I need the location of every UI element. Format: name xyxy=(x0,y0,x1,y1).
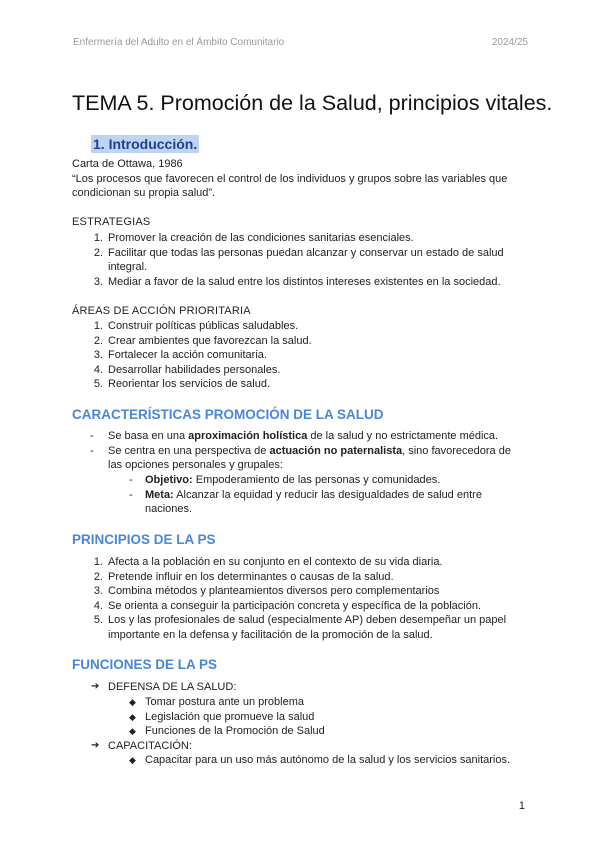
list-marker: 4. xyxy=(93,363,103,376)
list-item-text: Se centra en una perspectiva de xyxy=(108,444,270,457)
list-item-text: DEFENSA DE LA SALUD: xyxy=(108,681,237,693)
strategies-label: ESTRATEGIAS xyxy=(72,216,151,228)
list-item-text: , sino favorecedora de xyxy=(402,444,511,457)
list-marker: - xyxy=(90,444,94,457)
list-item xyxy=(90,444,528,473)
list-item xyxy=(129,753,535,768)
list-item-text: Tomar postura ante un problema xyxy=(145,696,304,708)
list-marker: 4. xyxy=(93,599,103,612)
bold-term: Meta: xyxy=(145,488,174,501)
list-marker: 3. xyxy=(93,585,103,597)
intro-quote-line1: “Los procesos que favorecen el control de los individuos y grupos sobre las variables que xyxy=(72,173,508,185)
list-item xyxy=(93,334,528,349)
list-item xyxy=(93,319,528,334)
list-marker: 5. xyxy=(93,378,103,390)
list-item-text: las opciones personales y grupales: xyxy=(108,459,283,471)
functions-training xyxy=(91,739,528,754)
characteristics-sublist xyxy=(129,473,525,517)
list-item xyxy=(91,739,528,754)
areas-list xyxy=(93,319,528,392)
intro-heading: 1. Introducción. xyxy=(93,136,198,152)
diamond-bullet-icon: ◆ xyxy=(129,755,136,765)
bold-term: Objetivo: xyxy=(145,474,193,486)
list-item-text: Construir políticas públicas saludables. xyxy=(108,320,299,332)
functions-defense xyxy=(91,680,528,695)
principles-list xyxy=(93,555,528,642)
list-item-text: Capacitar para un uso más autónomo de la salud y los servicios sanitarios. xyxy=(145,754,511,766)
list-marker: - xyxy=(90,430,94,442)
list-item xyxy=(93,348,528,363)
arrow-right-icon: ➔ xyxy=(91,681,100,692)
list-item-text: Se basa en una xyxy=(108,430,189,442)
list-marker: 2. xyxy=(93,334,103,347)
list-item-text: Legislación que promueve la salud xyxy=(145,710,315,723)
list-item xyxy=(93,599,528,614)
list-item-text: Facilitar que todas las personas puedan alcanzar y conservar un estado de salud xyxy=(108,246,504,259)
strategies-list xyxy=(93,231,528,289)
list-item-text: de la salud y no estrictamente médica. xyxy=(307,430,499,442)
list-item xyxy=(93,275,528,290)
list-item-text: Promover la creación de las condiciones sanitarias esenciales. xyxy=(108,232,414,244)
list-item xyxy=(90,429,528,444)
list-item xyxy=(91,680,528,695)
diamond-bullet-icon: ◆ xyxy=(129,697,136,707)
characteristics-heading: CARACTERÍSTICAS PROMOCIÓN DE LA SALUD xyxy=(72,407,384,422)
list-item-text: Afecta a la población en su conjunto en el contexto de su vida diaria. xyxy=(108,556,443,568)
list-item-text: CAPACITACIÓN: xyxy=(108,740,192,752)
list-item-text: Pretende influir en los determinantes o causas de la salud. xyxy=(108,570,394,583)
list-item-text: importante en la defensa y facilitación de la promoción de la salud. xyxy=(108,628,433,641)
list-marker: 2. xyxy=(93,246,103,259)
list-item-text: Crear ambientes que favorezcan la salud. xyxy=(108,334,312,347)
bold-term: actuación no paternalista xyxy=(269,444,403,457)
functions-training-sublist xyxy=(129,753,535,768)
principles-heading: PRINCIPIOS DE LA PS xyxy=(72,532,216,547)
list-item xyxy=(129,488,525,517)
functions-heading: FUNCIONES DE LA PS xyxy=(72,657,218,672)
intro-source: Carta de Ottawa, 1986 xyxy=(72,158,183,170)
list-marker: 1. xyxy=(93,556,103,568)
list-item xyxy=(93,555,528,570)
list-item xyxy=(93,246,528,275)
list-item xyxy=(129,695,525,710)
list-item xyxy=(93,363,528,378)
arrow-right-icon: ➔ xyxy=(91,740,100,751)
list-marker: 1. xyxy=(93,320,103,332)
list-item-text: Fortalecer la acción comunitaria. xyxy=(108,349,267,361)
page-title: TEMA 5. Promoción de la Salud, principios vitales. xyxy=(72,91,553,115)
list-marker: 3. xyxy=(93,275,103,288)
areas-label: ÁREAS DE ACCIÓN PRIORITARIA xyxy=(72,305,251,317)
characteristics-list xyxy=(90,429,528,473)
list-item-text: integral. xyxy=(108,261,148,273)
page-number: 1 xyxy=(518,800,525,812)
list-marker: 5. xyxy=(93,614,103,626)
list-marker: - xyxy=(129,474,133,486)
list-item xyxy=(93,570,528,585)
list-item xyxy=(129,473,525,488)
intro-quote-line2: condicionan su propia salud”. xyxy=(72,187,216,199)
list-item-text: Empoderamiento de las personas y comunidades. xyxy=(192,474,441,486)
list-item-text: Desarrollar habilidades personales. xyxy=(108,363,281,376)
list-marker: 1. xyxy=(93,232,103,244)
diamond-bullet-icon: ◆ xyxy=(129,711,136,722)
list-item-text: naciones. xyxy=(145,503,193,515)
bold-term: aproximación holística xyxy=(188,430,308,442)
list-marker: 2. xyxy=(93,570,103,583)
list-item xyxy=(93,584,528,599)
list-marker: 3. xyxy=(93,349,103,361)
list-marker: - xyxy=(129,488,133,501)
list-item-text: Los y las profesionales de salud (especialmente AP) deben desempeñar un papel xyxy=(108,614,507,626)
diamond-bullet-icon: ◆ xyxy=(129,726,136,736)
header-year: 2024/25 xyxy=(491,37,528,48)
list-item-text: Alcanzar la equidad y reducir las desigualdades de salud entre xyxy=(173,488,482,501)
list-item xyxy=(129,710,525,725)
list-item-text: Combina métodos y planteamientos diversos pero complementarios xyxy=(108,585,440,597)
list-item-text: Reorientar los servicios de salud. xyxy=(108,378,271,390)
list-item xyxy=(93,377,528,392)
functions-defense-sublist xyxy=(129,695,525,739)
list-item xyxy=(93,231,528,246)
header-course: Enfermería del Adulto en el Ámbito Comunitario xyxy=(73,37,285,48)
list-item-text: Funciones de la Promoción de Salud xyxy=(145,725,325,737)
list-item-text: Se orienta a conseguir la participación concreta y específica de la población. xyxy=(108,599,482,612)
list-item xyxy=(129,724,525,739)
list-item-text: Mediar a favor de la salud entre los distintos intereses existentes en la sociedad. xyxy=(108,275,501,288)
list-item xyxy=(93,613,528,642)
